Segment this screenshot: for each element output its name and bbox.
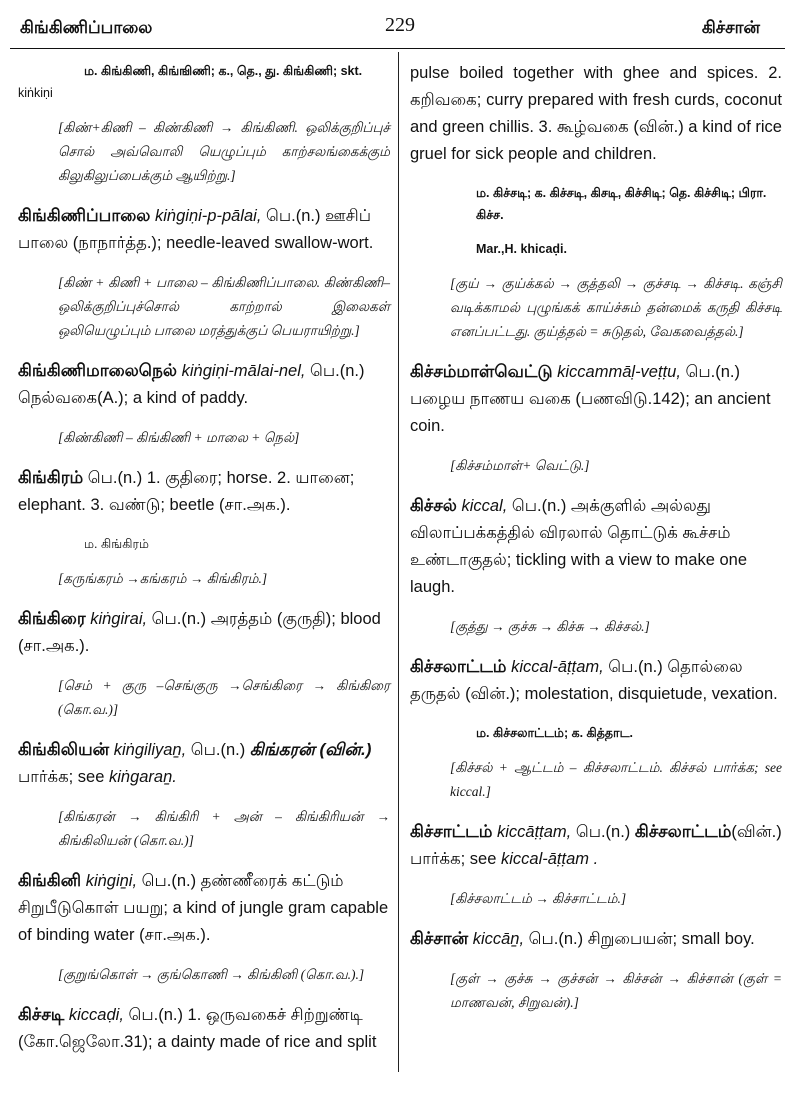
etymology: [குள் → குச்சு → குச்சன் → கிச்சன் → கிச்சான் (குள் = மாணவன், சிறுவன்).] (450, 971, 782, 1010)
etymology: [கிச்சல் + ஆட்டம் – கிச்சலாட்டம். கிச்சல் பார்க்க; see kiccal.] (450, 760, 782, 799)
transliteration: kiṅgirai, (90, 610, 148, 628)
dictionary-entry (18, 1001, 390, 1056)
dictionary-entry (18, 202, 390, 257)
etymology: [கருங்கரம் →கங்கரம் → கிங்கிரம்.] (58, 571, 268, 586)
headword: கிச்சம்மாள்வெட்டு (410, 362, 553, 381)
dictionary-entry (18, 605, 390, 660)
etymology: [கிண் + கிணி + பாலை – கிங்கிணிப்பாலை. கிண்கிணி– ஒலிக்குறிப்புச்சொல் காற்றால் இலைகள் ஒலியெழுப்பும் பாலை மரத்துக்குப் பெயராயிற்று.] (58, 275, 390, 338)
cognates (410, 722, 782, 744)
transliteration: kiccaḍi, (68, 1006, 124, 1024)
headword: கிங்கிணிப்பாலை (18, 206, 151, 225)
dictionary-entry (410, 925, 782, 953)
etymology: [குத்து → குச்சு → கிச்சு → கிச்சல்.] (450, 619, 650, 634)
cognate-text: Mar.,H. khicaḍi. (476, 242, 568, 256)
cognates (410, 182, 782, 226)
dictionary-entry (18, 464, 390, 519)
headword: கிங்கிரம் (18, 468, 84, 487)
transliteration: kiṅgiṉi, (85, 872, 138, 890)
transliteration: kiṅgiliyaṉ, (113, 741, 187, 759)
transliteration: kiṅgiṇi-p-pālai, (155, 207, 262, 225)
dictionary-entry (410, 818, 782, 873)
header-rule (10, 48, 785, 49)
cross-reference: கிச்சலாட்டம் (634, 822, 732, 841)
transliteration: kiccammāḷ-veṭṭu, (557, 363, 681, 381)
cognates: ம. கிங்கிரம் (84, 537, 149, 551)
etymology: [செம் + குரு –செங்குரு →செங்கிரை → கிங்கிரை (கொ.வ.)] (58, 678, 390, 717)
cognates (18, 60, 390, 104)
transliteration: kiccal-āṭṭam . (500, 850, 599, 868)
cognate-text: ம. கிச்சலாட்டம்; க. கித்தாட. (476, 726, 634, 740)
definition: பெ.(n.) (571, 823, 635, 841)
cognate-text: kiṅkiṇi (18, 86, 53, 100)
definition: பெ.(n.) (186, 741, 250, 759)
dictionary-entry (18, 867, 390, 949)
dictionary-entry (18, 736, 390, 791)
etymology: [குய் → குய்க்கல் → குத்தலி → குச்சடி → கிச்சடி. கஞ்சி வடிக்காமல் புழுங்கக் காய்ச்சும் தன்மைக் கருதி கிச்சடி எனப்பட்டது. குய்த்தல் = சுடுதல், வேகவைத்தல்.] (450, 276, 782, 339)
transliteration: kiccal, (461, 497, 508, 515)
definition: பெ.(n.) தண்ணீரைக் கட்டும் சிறுபீடுகொள் பயறு; a kind of jungle gram capable of binding water (சா.அக.). (18, 872, 389, 944)
etymology: [கிச்சலாட்டம் → கிச்சாட்டம்.] (450, 891, 627, 906)
left-column (18, 60, 390, 1070)
headword: கிங்கிலியன் (18, 740, 110, 759)
transliteration: kiccāṉ, (472, 930, 525, 948)
etymology: [கிச்சம்மாள்+ வெட்டு.] (450, 458, 590, 473)
etymology: [கிண்கிணி – கிங்கிணி + மாலை + நெல்] (58, 430, 300, 445)
transliteration: kiccāṭṭam, (496, 823, 572, 841)
definition: பெ.(n.) அக்குளில் அல்லது விலாப்பக்கத்தில் விரலால் தொட்டுக் கூச்சம் உண்டாகுதல்; tickling with a view to make one laugh. (410, 497, 748, 596)
etymology: [குறுங்கொள் → குங்கொணி → கிங்கினி (கொ.வ.).] (58, 967, 365, 982)
definition: பெ.(n.) ஊசிப் பாலை (நாநார்த்த.); needle-leaved swallow-wort. (18, 207, 374, 252)
cognate-text: ம. கிங்கிணி, கிங்ஙிணி; க., தெ., து. கிங்கிணி; skt. (84, 64, 363, 78)
etymology: [கிண்+கிணி – கிண்கிணி → கிங்கிணி. ஒலிக்குறிப்புச் சொல் அவ்வொலி யெழுப்பும் காற்சலங்கைக்கும் கிலுகிலுப்பைக்கும் ஆயிற்று.] (58, 120, 390, 183)
dictionary-entry (410, 653, 782, 708)
column-divider (398, 52, 399, 1072)
cognate-text: ம. கிச்சடி; க. கிச்சடி, கிசடி, கிச்சிடி; தெ. கிச்சிடி; பிரா. கிச்ச. (476, 186, 767, 222)
transliteration: kiccal-āṭṭam, (511, 658, 604, 676)
running-head-left: கிங்கிணிப்பாலை (20, 18, 153, 37)
definition: பெ.(n.) தொல்லை தருதல் (வின்.); molestation, disquietude, vexation. (410, 658, 778, 703)
headword: கிச்சான் (410, 929, 469, 948)
headword: கிச்சடி (18, 1005, 65, 1024)
cross-reference: கிங்கரன் (வின்.) (249, 740, 372, 759)
cognates (410, 238, 782, 260)
definition: பெ.(n.) 1. ஒருவகைச் சிற்றுண்டி (கோ.ஜெலோ.31); a dainty made of rice and split (18, 1006, 377, 1051)
dictionary-entry (410, 492, 782, 601)
page-number: 229 (385, 14, 415, 36)
definition: பெ.(n.) நெல்வகை(A.); a kind of paddy. (18, 362, 365, 407)
headword: கிச்சாட்டம் (410, 822, 493, 841)
transliteration: kiṅgaraṉ. (108, 768, 177, 786)
headword: கிங்கிரை (18, 609, 86, 628)
right-column (410, 60, 782, 1029)
running-head-right: கிச்சான் (701, 18, 760, 37)
definition: பெ.(n.) பழைய நாணய வகை (பணவிடு.142); an ancient coin. (410, 363, 771, 435)
headword: கிச்சலாட்டம் (410, 657, 507, 676)
entry-continuation: pulse boiled together with ghee and spices. 2. கறிவகை; curry prepared with fresh curds, coconut and green chillis. 3. கூழ்வகை (வின்.) a kind of rice gruel for sick people and children. (410, 64, 782, 163)
headword: கிங்கினி (18, 871, 82, 890)
transliteration: kiṅgiṇi-mālai-nel, (181, 362, 306, 380)
headword: கிச்சல் (410, 496, 457, 515)
headword: கிங்கிணிமாலைநெல் (18, 361, 178, 380)
definition: பெ.(n.) 1. குதிரை; horse. 2. யானை; elephant. 3. வண்டு; beetle (சா.அக.). (18, 469, 355, 514)
definition: பார்க்க; see (18, 768, 109, 786)
etymology: [கிங்கரன் → கிங்கிரி + அன் – கிங்கிரியன் → கிங்கிலியன் (கொ.வ.)] (58, 809, 390, 848)
definition: பெ.(n.) அரத்தம் (குருதி); blood (சா.அக.). (18, 610, 381, 655)
definition: பெ.(n.) சிறுபையன்; small boy. (524, 930, 755, 948)
dictionary-entry (410, 358, 782, 440)
definition: (வின்.) பார்க்க; see (410, 823, 782, 868)
dictionary-entry (18, 357, 390, 412)
